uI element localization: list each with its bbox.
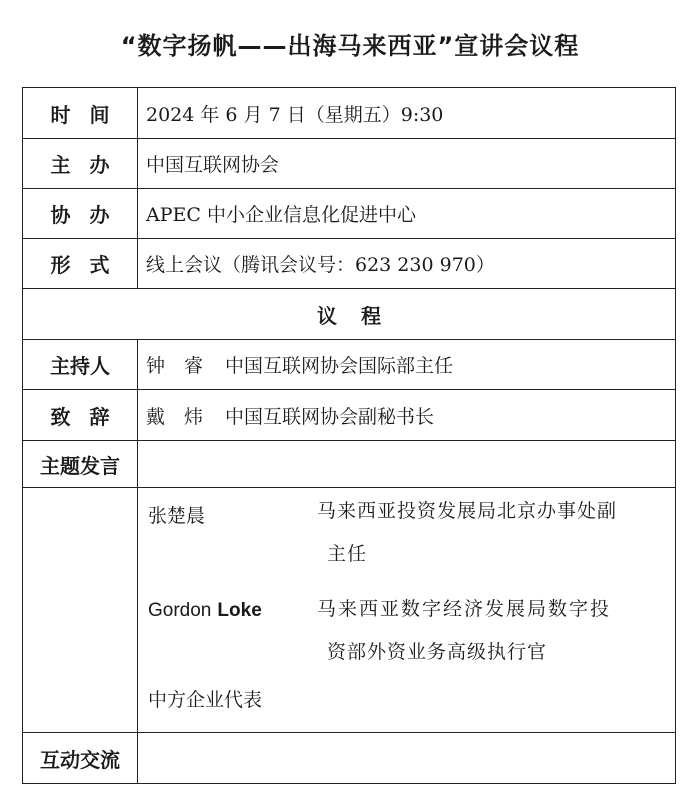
table-row-agenda-header	[23, 289, 675, 340]
table-row-host	[23, 139, 675, 189]
speaker-2-title-line1: 马来西亚数字经济发展局数字投	[317, 598, 612, 620]
interaction-label: 互动交流	[23, 733, 138, 783]
table-row-speakers	[23, 488, 675, 733]
moderator-label: 主持人	[23, 340, 138, 389]
agenda-header: 议程	[317, 303, 405, 328]
table-row-cohost	[23, 189, 675, 239]
format-value: 线上会议（腾讯会议号：623 230 970）	[146, 254, 495, 276]
format-label: 形式	[23, 239, 138, 288]
welcome-name: 戴 炜	[146, 405, 204, 428]
page-title: “数字扬帆——出海马来西亚”宣讲会议程	[120, 32, 580, 60]
speaker-1-name: 张楚晨	[148, 505, 206, 527]
table-row-format	[23, 239, 675, 289]
speakers-label-cell	[23, 488, 138, 732]
speaker-2-first-name: Gordon	[148, 600, 212, 621]
speakers-list	[138, 488, 675, 732]
moderator-value	[138, 340, 675, 389]
speaker-2-title	[317, 588, 667, 674]
table-row-welcome	[23, 390, 675, 441]
moderator-name: 钟 睿	[146, 355, 204, 377]
host-label: 主办	[23, 139, 138, 188]
cohost-label: 协办	[23, 189, 138, 238]
keynote-value	[138, 441, 675, 487]
table-row-interaction	[23, 733, 675, 783]
cohost-value: APEC 中小企业信息化促进中心	[146, 204, 416, 226]
moderator-title: 中国互联网协会国际部主任	[225, 355, 454, 377]
time-value: 2024 年 6 月 7 日（星期五）9:30	[146, 103, 444, 126]
welcome-title: 中国互联网协会副秘书长	[225, 405, 435, 428]
speaker-3-name: 中方企业代表	[148, 689, 263, 711]
table-row-time	[23, 88, 675, 139]
speaker-2-name	[148, 599, 262, 622]
speaker-1-title	[317, 490, 667, 576]
interaction-value	[138, 733, 675, 783]
table-row-keynote	[23, 441, 675, 488]
welcome-value	[138, 390, 675, 440]
table-row-moderator	[23, 340, 675, 390]
agenda-table	[22, 87, 676, 784]
speaker-2-last-name: Loke	[217, 600, 262, 621]
host-value: 中国互联网协会	[146, 154, 280, 176]
keynote-label: 主题发言	[23, 441, 138, 487]
welcome-label: 致辞	[23, 390, 138, 440]
speaker-2-title-line2: 资部外资业务高级执行官	[327, 641, 548, 663]
speaker-1-title-line2: 主任	[327, 543, 368, 565]
time-label: 时间	[23, 88, 138, 138]
speaker-1-title-line1: 马来西亚投资发展局北京办事处副	[317, 500, 618, 522]
